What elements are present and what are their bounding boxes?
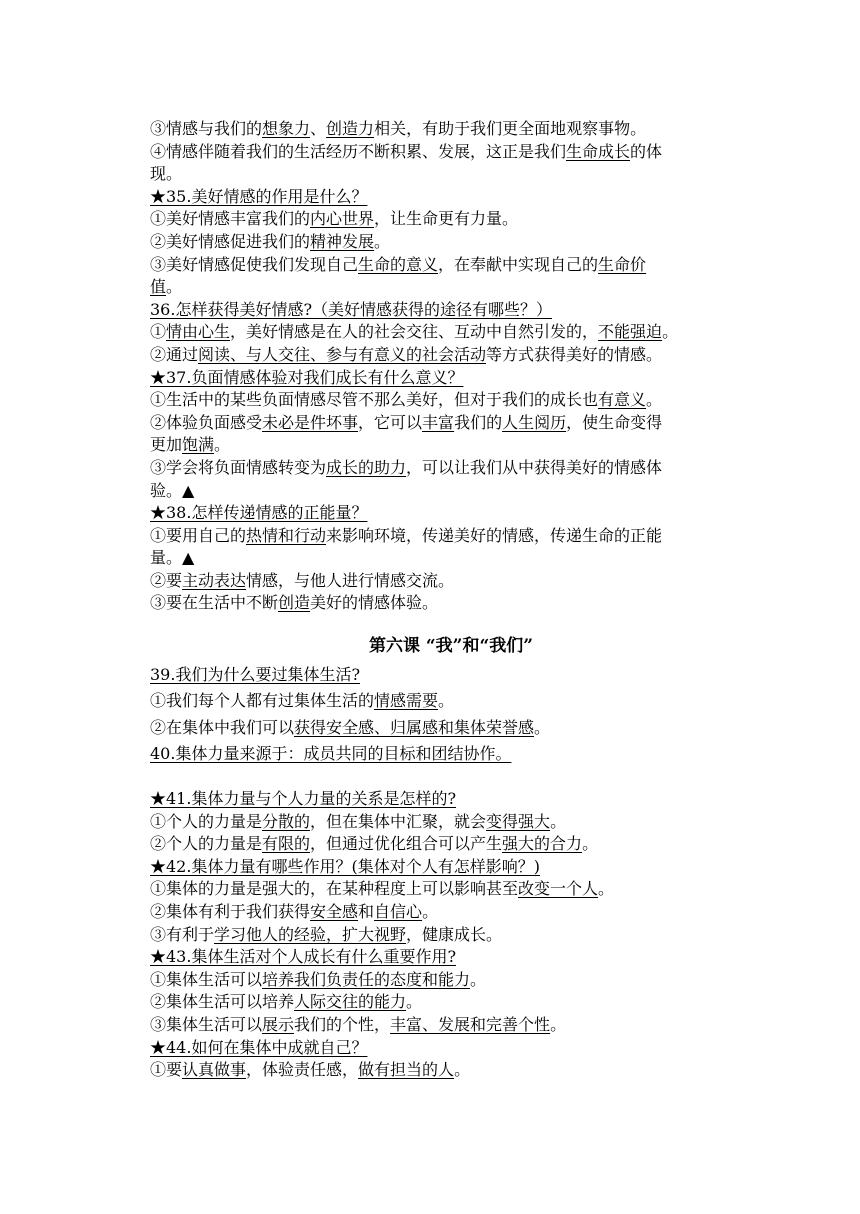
answer-39-1: ①我们每个人都有过集体生活的情感需要。 xyxy=(150,691,455,711)
answer-38-2: ②要主动表达情感，与他人进行情感交流。 xyxy=(150,570,455,590)
answer-41-2: ②个人的力量是有限的，但通过优化组合可以产生强大的合力。 xyxy=(150,834,599,854)
answer-42-2: ②集体有利于我们获得安全感和自信心。 xyxy=(150,902,439,921)
answer-43-2: ②集体生活可以培养人际交往的能力。 xyxy=(150,992,423,1012)
question-44: ★44.如何在集体中成就自己？ xyxy=(150,1037,368,1057)
answer-36-1: ①情由心生，美好情感是在人的社会交往、互动中自然引发的，不能强迫。 xyxy=(150,322,679,342)
question-41: ★41.集体力量与个人力量的关系是怎样的? xyxy=(150,789,457,809)
answer-36-2: ②通过阅读、与人交往、参与有意义的社会活动等方式获得美好的情感。 xyxy=(150,344,663,364)
answer-44-1: ①要认真做事，体验责任感，做有担当的人。 xyxy=(150,1060,471,1080)
answer-42-1: ①集体的力量是强大的，在某种程度上可以影响甚至改变一个人。 xyxy=(150,879,615,899)
question-42: ★42.集体力量有哪些作用？(集体对个人有怎样影响？) xyxy=(150,856,540,876)
question-35: ★35.美好情感的作用是什么？ xyxy=(150,186,368,206)
question-37: ★37.负面情感体验对我们成长有什么意义？ xyxy=(150,367,464,387)
text-line: 现。 xyxy=(150,164,183,184)
question-36: 36.怎样获得美好情感?（美好情感获得的途径有哪些？） xyxy=(150,299,553,319)
answer-35-1: ①美好情感丰富我们的内心世界，让生命更有力量。 xyxy=(150,209,519,229)
answer-35-2: ②美好情感促进我们的精神发展。 xyxy=(150,231,391,251)
answer-38-1-cont: 量。▲ xyxy=(150,548,195,568)
answer-42-3: ③有利于学习他人的经验，扩大视野，健康成长。 xyxy=(150,924,503,944)
answer-37-3-cont: 验。▲ xyxy=(150,480,195,500)
answer-38-1: ①要用自己的热情和行动来影响环境，传递美好的情感，传递生命的正能 xyxy=(150,525,663,545)
answer-35-3-cont: 值。 xyxy=(150,277,183,297)
answer-43-1: ①集体生活可以培养我们负责任的态度和能力。 xyxy=(150,969,487,989)
question-38: ★38.怎样传递情感的正能量？ xyxy=(150,503,368,523)
document-body xyxy=(150,118,722,1082)
answer-37-2-cont: 更加饱满。 xyxy=(150,435,231,455)
question-39: 39.我们为什么要过集体生活? xyxy=(150,664,361,684)
text-line: ④情感伴随着我们的生活经历不断积累、发展，这正是我们生命成长的体 xyxy=(150,141,663,161)
question-43: ★43.集体生活对个人成长有什么重要作用? xyxy=(150,947,457,967)
answer-35-3: ③美好情感促使我们发现自己生命的意义，在奉献中实现自己的生命价 xyxy=(150,254,647,274)
answer-37-3: ③学会将负面情感转变为成长的助力，可以让我们从中获得美好的情感体 xyxy=(150,457,663,477)
answer-38-3: ③要在生活中不断创造美好的情感体验。 xyxy=(150,593,439,613)
answer-37-2: ②体验负面感受未必是件坏事，它可以丰富我们的人生阅历，使生命变得 xyxy=(150,412,663,432)
question-40: 40.集体力量来源于：成员共同的目标和团结协作。 xyxy=(150,744,512,764)
chapter-title: 第六课 “我”和“我们” xyxy=(368,636,534,657)
answer-37-1: ①生活中的某些负面情感尽管不那么美好，但对于我们的成长也有意义。 xyxy=(150,390,663,410)
answer-41-1: ①个人的力量是分散的，但在集体中汇聚，就会变得强大。 xyxy=(150,811,567,831)
answer-39-2: ②在集体中我们可以获得安全感、归属感和集体荣誉感。 xyxy=(150,717,551,737)
text-line: ③情感与我们的想象力、创造力相关，有助于我们更全面地观察事物。 xyxy=(150,119,647,138)
answer-43-3: ③集体生活可以展示我们的个性，丰富、发展和完善个性。 xyxy=(150,1014,567,1034)
